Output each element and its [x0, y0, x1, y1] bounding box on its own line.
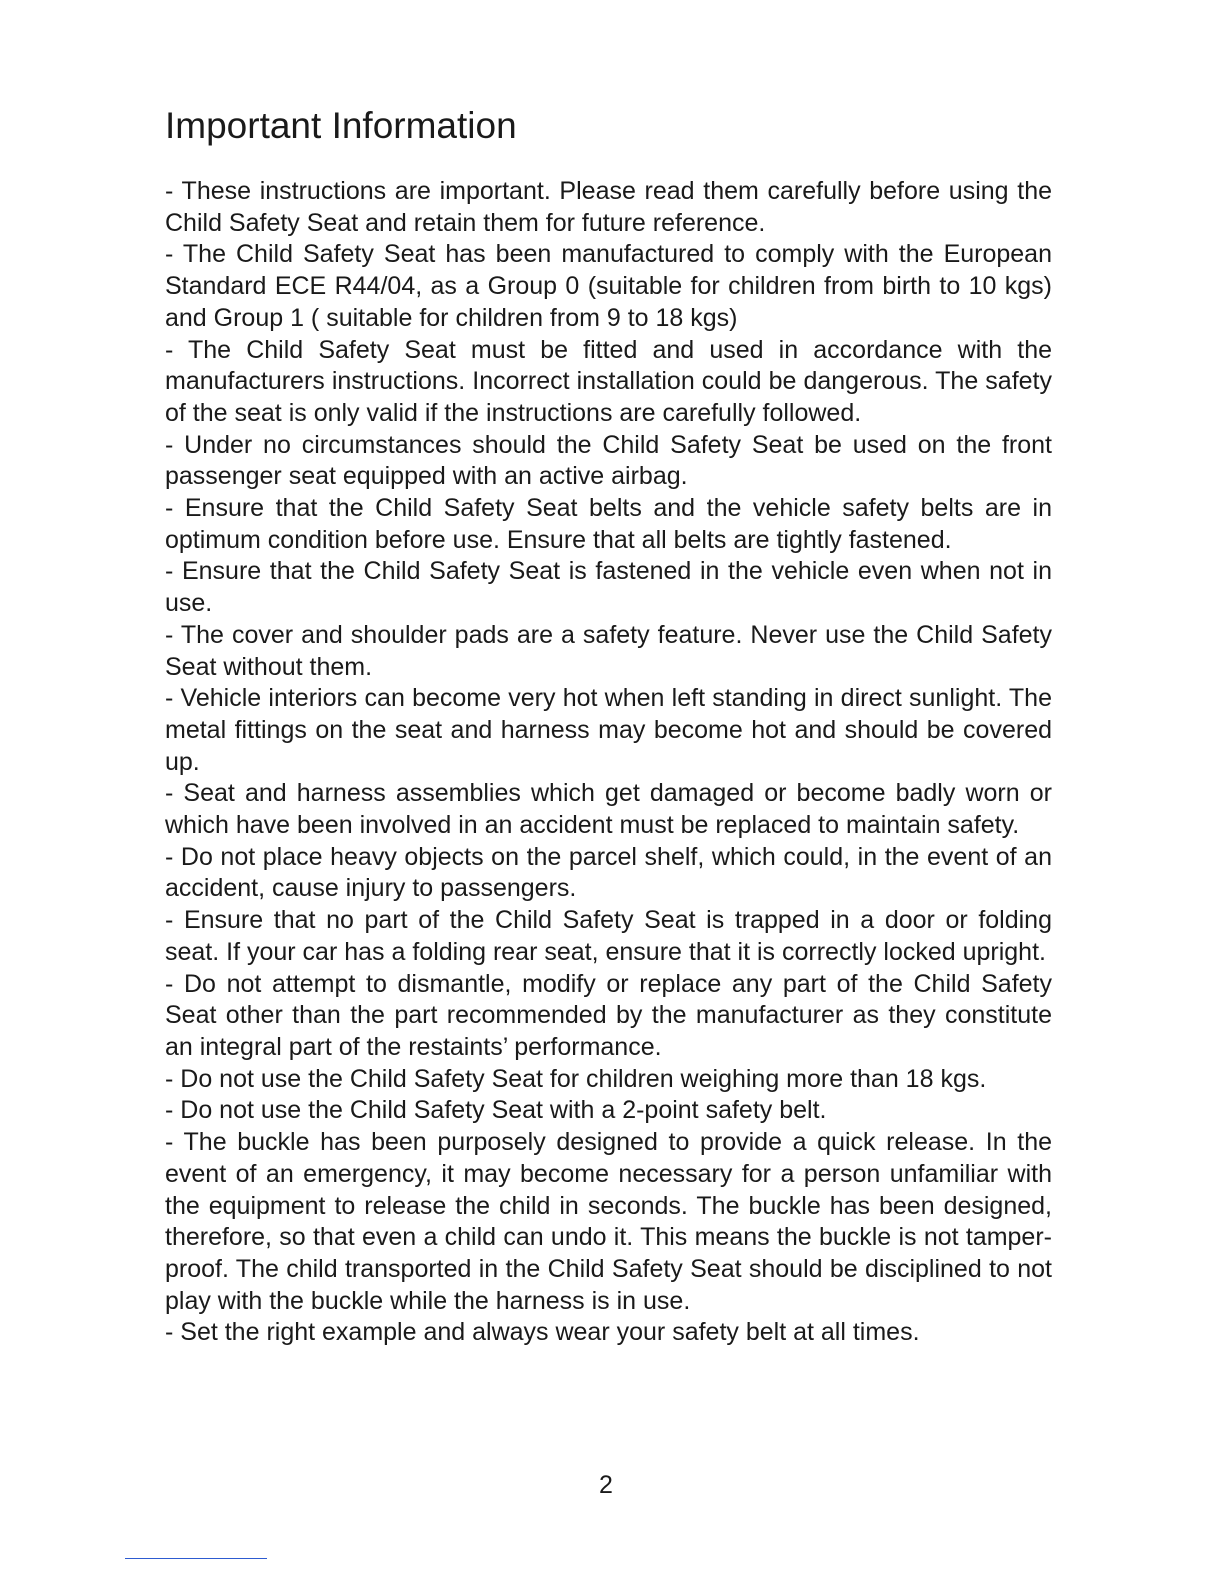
- footer-divider: [125, 1558, 267, 1559]
- instruction-item: - Do not use the Child Safety Seat with a 2-point safety belt.: [165, 1096, 827, 1125]
- instruction-item: - Seat and harness assemblies which get damaged or become badly worn or which have been involved in an accident must be replaced to maintain safety.: [165, 779, 1052, 840]
- instruction-item: - The Child Safety Seat must be fitted and used in accordance with the manufacturers instructions. Incorrect installation could be dangerous. The safety of the seat is only valid if the instructions are carefully followed.: [165, 335, 1052, 427]
- instruction-item: - Do not attempt to dismantle, modify or replace any part of the Child Safety Seat other than the part recommended by the manufacturer as they constitute an integral part of the restaints’ performance.: [165, 969, 1052, 1061]
- instruction-item: - The cover and shoulder pads are a safety feature. Never use the Child Safety Seat without them.: [165, 620, 1052, 681]
- instruction-list: [165, 176, 1052, 1349]
- instruction-item: - Under no circumstances should the Child Safety Seat be used on the front passenger seat equipped with an active airbag.: [165, 430, 1052, 491]
- instruction-item: - Ensure that the Child Safety Seat is fastened in the vehicle even when not in use.: [165, 557, 1052, 618]
- page-number: 2: [599, 1471, 613, 1499]
- instruction-item: - Set the right example and always wear your safety belt at all times.: [165, 1318, 920, 1347]
- instruction-item: - Vehicle interiors can become very hot when left standing in direct sunlight. The metal fittings on the seat and harness may become hot and should be covered up.: [165, 684, 1052, 776]
- instruction-item: - Do not place heavy objects on the parcel shelf, which could, in the event of an accident, cause injury to passengers.: [165, 842, 1052, 903]
- instruction-item: - These instructions are important. Please read them carefully before using the Child Safety Seat and retain them for future reference.: [165, 177, 1052, 237]
- instruction-item: - Ensure that no part of the Child Safety Seat is trapped in a door or folding seat. If your car has a folding rear seat, ensure that it is correctly locked upright.: [165, 906, 1052, 966]
- page-title: Important Information: [165, 105, 517, 146]
- instruction-item: - Do not use the Child Safety Seat for children weighing more than 18 kgs.: [165, 1064, 987, 1093]
- instruction-item: - Ensure that the Child Safety Seat belts and the vehicle safety belts are in optimum condition before use. Ensure that all belts are tightly fastened.: [165, 494, 1052, 554]
- instruction-item: - The Child Safety Seat has been manufactured to comply with the European Standard ECE R44/04, as a Group 0 (suitable for children from birth to 10 kgs) and Group 1 ( suitable for children from 9 to 18 kgs): [165, 240, 1052, 332]
- instruction-item: - The buckle has been purposely designed to provide a quick release. In the event of an emergency, it may become necessary for a person unfamiliar with the equipment to release the child in seconds. The buckle has been designed, therefore, so that even a child can undo it. This means the buckle is not tamper-proof. The child transported in the Child Safety Seat should be disciplined to not play with the buckle while the harness is in use.: [165, 1128, 1052, 1315]
